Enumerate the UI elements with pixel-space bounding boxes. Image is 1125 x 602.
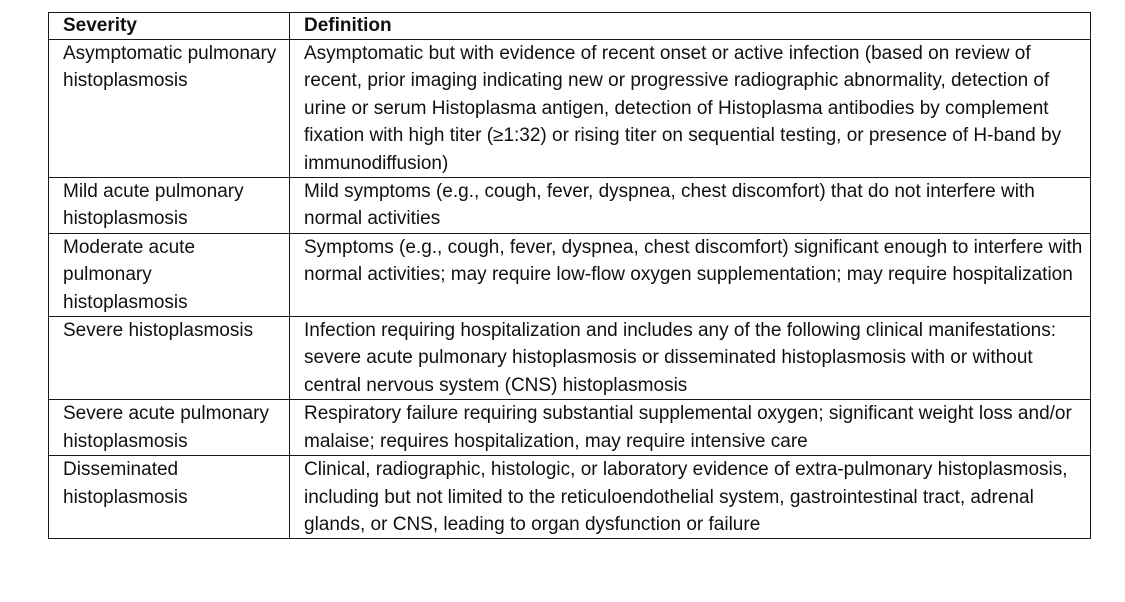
table-row	[49, 178, 1091, 234]
definition-cell: Symptoms (e.g., cough, fever, dyspnea, chest discomfort) significant enough to interfere with normal activities; may require low-flow oxygen supplementation; may require hospitalization	[290, 233, 1091, 316]
header-row	[49, 13, 1091, 40]
severity-definition-table	[48, 12, 1091, 539]
definition-cell: Clinical, radiographic, histologic, or laboratory evidence of extra-pulmonary histoplasmosis, including but not limited to the reticuloendothelial system, gastrointestinal tract, adrenal glands, or CNS, leading to organ dysfunction or failure	[290, 456, 1091, 539]
severity-cell: Mild acute pulmonary histoplasmosis	[49, 178, 290, 234]
table-row	[49, 400, 1091, 456]
table-row	[49, 233, 1091, 316]
table-row	[49, 317, 1091, 400]
severity-cell: Severe acute pulmonary histoplasmosis	[49, 400, 290, 456]
severity-cell: Severe histoplasmosis	[49, 317, 290, 400]
definition-cell: Infection requiring hospitalization and includes any of the following clinical manifestations: severe acute pulmonary histoplasmosis or disseminated histoplasmosis with or without central nervous system (CNS) histoplasmosis	[290, 317, 1091, 400]
table-row	[49, 456, 1091, 539]
table-row	[49, 40, 1091, 178]
severity-cell: Moderate acute pulmonary histoplasmosis	[49, 233, 290, 316]
definition-cell: Asymptomatic but with evidence of recent onset or active infection (based on review of recent, prior imaging indicating new or progressive radiographic abnormality, detection of urine or serum Histoplasma antigen, detection of Histoplasma antibodies by complement fixation with high titer (≥1:32) or rising titer on sequential testing, or presence of H-band by immunodiffusion)	[290, 40, 1091, 178]
header-definition: Definition	[290, 13, 1091, 40]
severity-cell: Asymptomatic pulmonary histoplasmosis	[49, 40, 290, 178]
definition-cell: Respiratory failure requiring substantial supplemental oxygen; significant weight loss and/or malaise; requires hospitalization, may require intensive care	[290, 400, 1091, 456]
severity-cell: Disseminated histoplasmosis	[49, 456, 290, 539]
definition-cell: Mild symptoms (e.g., cough, fever, dyspnea, chest discomfort) that do not interfere with normal activities	[290, 178, 1091, 234]
header-severity: Severity	[49, 13, 290, 40]
